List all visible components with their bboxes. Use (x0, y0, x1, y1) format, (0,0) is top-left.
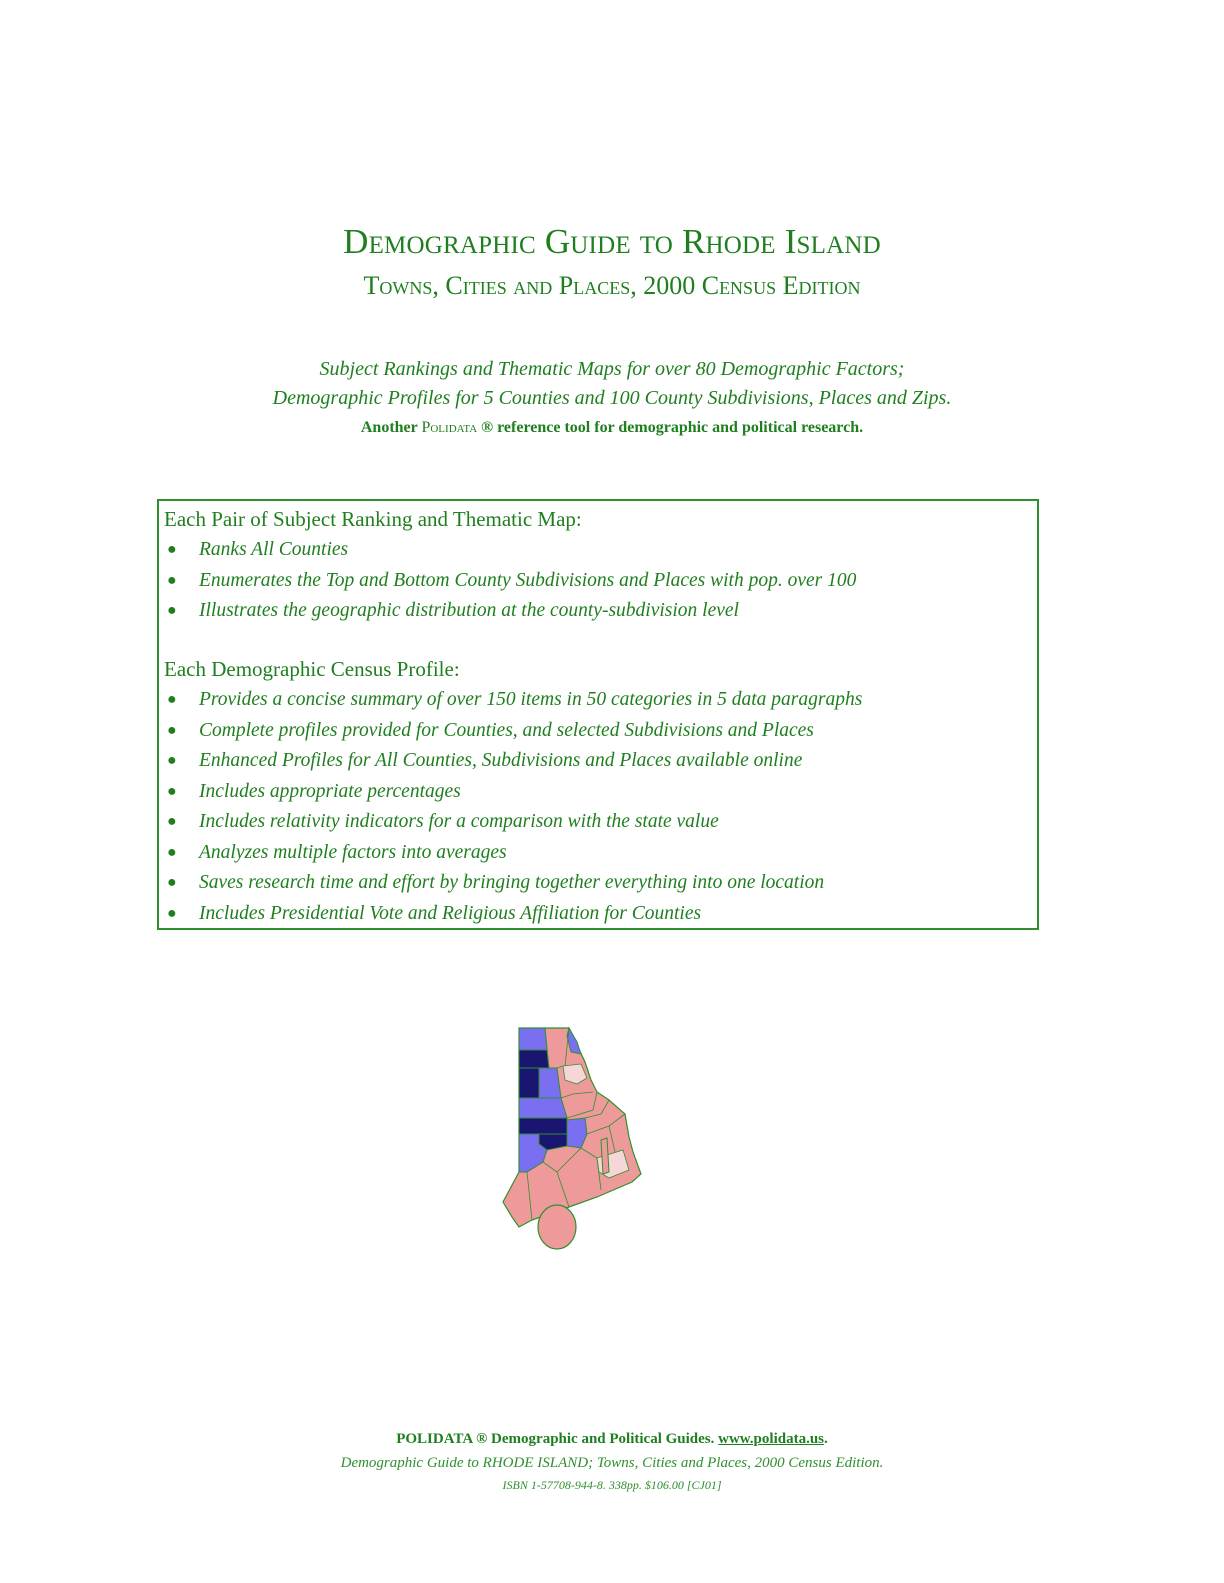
bullet-icon: ● (167, 691, 177, 708)
bullet-icon: ● (167, 541, 177, 558)
map-block-island (538, 1205, 576, 1249)
tagline-suffix: ® reference tool for demographic and political research. (477, 419, 864, 436)
map-region-dark-1 (519, 1050, 549, 1068)
bullet-icon: ● (167, 571, 177, 589)
tagline-line-2: Demographic Profiles for 5 Counties and 100 County Subdivisions, Places and Zips. (272, 387, 952, 409)
polidata-brand: Polidata (421, 419, 478, 436)
page-subtitle: Towns, Cities and Places, 2000 Census Edition (363, 271, 861, 300)
map-region-medium-1 (519, 1028, 547, 1050)
tagline-prefix: Another (360, 419, 422, 436)
map-region-medium-4 (519, 1098, 567, 1118)
section-heading-ranking-map: Each Pair of Subject Ranking and Thematic Map: (164, 507, 582, 531)
footer-publisher-end: . (824, 1431, 828, 1447)
tagline-line-1: Subject Rankings and Thematic Maps for over 80 Demographic Factors; (319, 358, 905, 380)
features-box: Each Pair of Subject Ranking and Thematic Map: ● Ranks All Counties ● Enumerates the Top and Bottom County Subdivisions and Places with pop. over 100 ● Illustrates the geographic distribution at the county-subdivision level Each Demographic Census Profile: ● Provides a concise summary of over 150 items in 50 categories in 5 data paragraphs ● Complete profiles provided for Counties, and selected Subdivisions and Places ● Enhanced Profiles for All Counties, Subdivisions and Places available online ● Includes appropriate percentages ● Includes relativity indicators for a comparison with the state value ● Analyzes multiple factors into averages ● Saves research time and effort by bringing together everything into one location ● Includes Presidential Vote and Religious Affiliation for Counties (157, 499, 1039, 930)
rhode-island-thematic-map (497, 1022, 642, 1252)
bullet-icon: ● (167, 752, 177, 769)
bullet-icon: ● (167, 782, 177, 800)
bullet-icon: ● (167, 721, 177, 739)
section-heading-census-profile: Each Demographic Census Profile: (164, 657, 460, 681)
bullet-icon: ● (167, 602, 177, 619)
bullet-icon: ● (167, 843, 177, 861)
tagline-line-3 (0, 419, 1224, 437)
bullet-icon: ● (167, 874, 177, 891)
footer-isbn: ISBN 1-57708-944-8. 338pp. $106.00 [CJ01] (502, 1478, 722, 1492)
map-region-dark-2 (519, 1068, 539, 1098)
bullet-icon: ● (167, 904, 177, 922)
footer-book-title: Demographic Guide to RHODE ISLAND; Towns, Cities and Places, 2000 Census Edition. (340, 1455, 884, 1471)
bullet-icon: ● (167, 813, 177, 830)
map-island-conanicut (601, 1138, 609, 1174)
polidata-website-link[interactable]: www.polidata.us (718, 1431, 825, 1447)
footer-publisher-text: POLIDATA ® Demographic and Political Guides. (396, 1431, 719, 1447)
page-title: Demographic Guide to Rhode Island (343, 222, 881, 261)
map-region-medium-3 (539, 1068, 561, 1098)
footer-publisher (0, 1431, 1224, 1448)
map-region-dark-3 (519, 1118, 567, 1134)
